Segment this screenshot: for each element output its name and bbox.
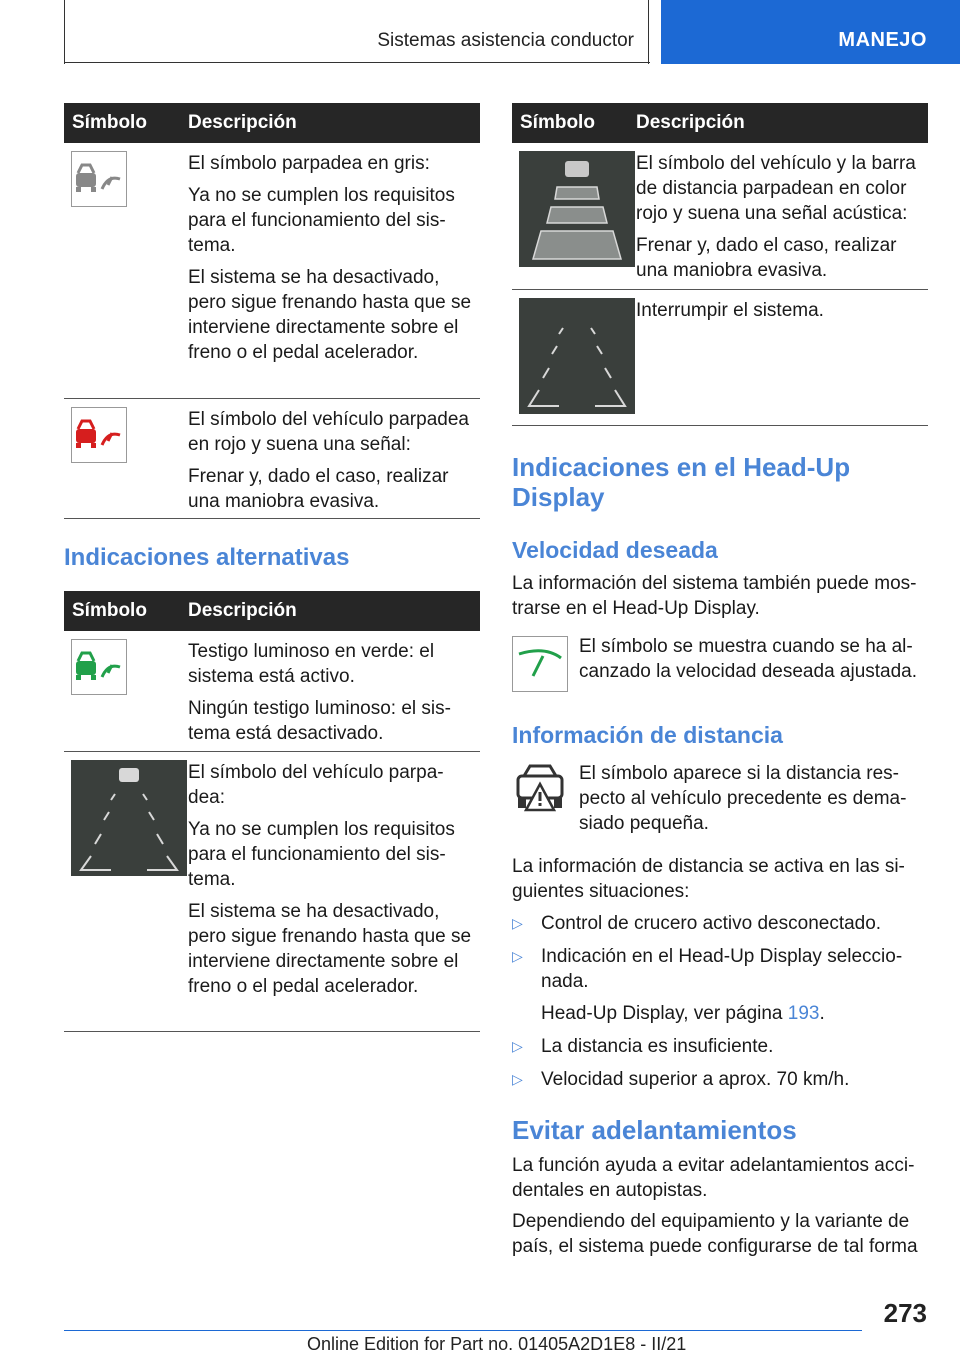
col-symbol: Símbolo bbox=[72, 112, 147, 133]
table-header bbox=[64, 591, 480, 631]
footer-edition: Online Edition for Part no. 01405A2D1E8 - II/21 bbox=[307, 1334, 687, 1354]
triangle-bullet-icon: ▷ bbox=[512, 915, 523, 931]
distance-warning-icon bbox=[512, 760, 568, 816]
header-right-rule bbox=[648, 0, 649, 64]
table-header bbox=[512, 103, 928, 143]
distance-conditions-list bbox=[512, 911, 928, 1100]
subsection-title-speed: Velocidad deseada bbox=[512, 537, 718, 563]
overtake-text-1: La función ayuda a evitar adelantamientos accidentales en autopistas. bbox=[512, 1155, 915, 1201]
list-item: ▷ Control de crucero activo desconectado. bbox=[512, 913, 882, 934]
road-distance-bars-icon bbox=[519, 151, 635, 267]
subsection-title-distance: Información de distancia bbox=[512, 722, 783, 748]
overtake-text-2: Dependiendo del equipamiento y la variante de país, el sistema puede configurarse de tal forma bbox=[512, 1211, 918, 1257]
triangle-bullet-icon: ▷ bbox=[512, 1071, 523, 1087]
header-bottom-rule bbox=[64, 62, 650, 63]
table-row bbox=[512, 290, 928, 426]
symbol-table-alt bbox=[64, 591, 480, 1032]
list-item: ▷ Indicación en el Head-Up Display seleccionada. Head-Up Display, ver página 193. bbox=[512, 946, 903, 1024]
section-title-hud: Indicaciones en el Head-Up Display bbox=[512, 452, 851, 512]
col-symbol: Símbolo bbox=[520, 112, 595, 133]
table-row bbox=[64, 143, 480, 399]
symbol-table-main bbox=[64, 103, 480, 519]
list-item: ▷ Velocidad superior a aprox. 70 km/h. bbox=[512, 1069, 850, 1090]
car-distance-green-icon bbox=[71, 639, 127, 695]
col-symbol: Símbolo bbox=[72, 600, 147, 621]
table-row bbox=[512, 143, 928, 290]
row-text: El símbolo parpadea en gris: bbox=[188, 153, 430, 174]
row-text: El sistema se ha desactivado, pero sigue frenando hasta que se interviene directamente sobre el freno o el pedal acelerador. bbox=[188, 901, 472, 997]
col-description: Descripción bbox=[636, 112, 745, 133]
table-header bbox=[64, 103, 480, 143]
list-item: ▷ La distancia es insuficiente. bbox=[512, 1036, 774, 1057]
row-text: Ya no se cumplen los requisitos para el funcionamiento del sistema. bbox=[188, 819, 455, 890]
section-title-alternativas: Indicaciones alternativas bbox=[64, 544, 350, 571]
row-text: El símbolo del vehículo parpadea en rojo y suena una señal: bbox=[188, 409, 469, 455]
row-text: Testigo luminoso en verde: el sistema está activo. bbox=[188, 641, 435, 687]
row-text: El símbolo del vehículo y la barra de distancia parpadean en color rojo y suena una señal acústica: bbox=[636, 153, 916, 224]
page-number: 273 bbox=[883, 1298, 927, 1328]
triangle-bullet-icon: ▷ bbox=[512, 1038, 523, 1054]
row-text: El símbolo del vehículo parpadea: bbox=[188, 762, 444, 808]
page-link-193[interactable]: 193 bbox=[787, 1003, 820, 1024]
row-text: El sistema se ha desactivado, pero sigue frenando hasta que se interviene directamente sobre el freno o el pedal acelerador. bbox=[188, 267, 472, 363]
table-row bbox=[64, 399, 480, 519]
col-description: Descripción bbox=[188, 600, 297, 621]
speed-gauge-green-icon bbox=[512, 636, 568, 692]
row-text: Interrumpir el sistema. bbox=[636, 300, 824, 321]
header-left-rule bbox=[64, 0, 65, 64]
row-text: Frenar y, dado el caso, realizar una maniobra evasiva. bbox=[636, 235, 897, 281]
row-text: Ya no se cumplen los requisitos para el funcionamiento del sistema. bbox=[188, 185, 455, 256]
car-distance-red-icon bbox=[71, 407, 127, 463]
col-description: Descripción bbox=[188, 112, 297, 133]
table-row bbox=[64, 752, 480, 1032]
row-text: Ningún testigo luminoso: el sistema está desactivado. bbox=[188, 698, 451, 744]
triangle-bullet-icon: ▷ bbox=[512, 948, 523, 964]
speed-text: La información del sistema también puede mostrarse en el Head-Up Display. bbox=[512, 573, 917, 619]
speed-icon-text: El símbolo se muestra cuando se ha alcanzado la velocidad deseada ajustada. bbox=[579, 636, 918, 682]
header-tab-manejo[interactable]: MANEJO bbox=[661, 0, 960, 64]
section-title-overtake: Evitar adelantamientos bbox=[512, 1115, 797, 1145]
header-title: Sistemas asistencia conductor bbox=[377, 30, 634, 51]
road-vehicle-display-icon bbox=[71, 760, 187, 876]
car-distance-gray-icon bbox=[71, 151, 127, 207]
distance-icon-text: El símbolo aparece si la distancia respecto al vehículo precedente es demasiado pequeña. bbox=[579, 763, 907, 834]
cross-reference-text: Head-Up Display, ver página bbox=[541, 1003, 788, 1024]
distance-text: La información de distancia se activa en las siguientes situaciones: bbox=[512, 856, 905, 902]
road-empty-display-icon bbox=[519, 298, 635, 414]
table-row bbox=[64, 631, 480, 752]
symbol-table-right bbox=[512, 103, 928, 426]
row-text: Frenar y, dado el caso, realizar una maniobra evasiva. bbox=[188, 466, 449, 512]
footer-rule bbox=[64, 1330, 862, 1331]
